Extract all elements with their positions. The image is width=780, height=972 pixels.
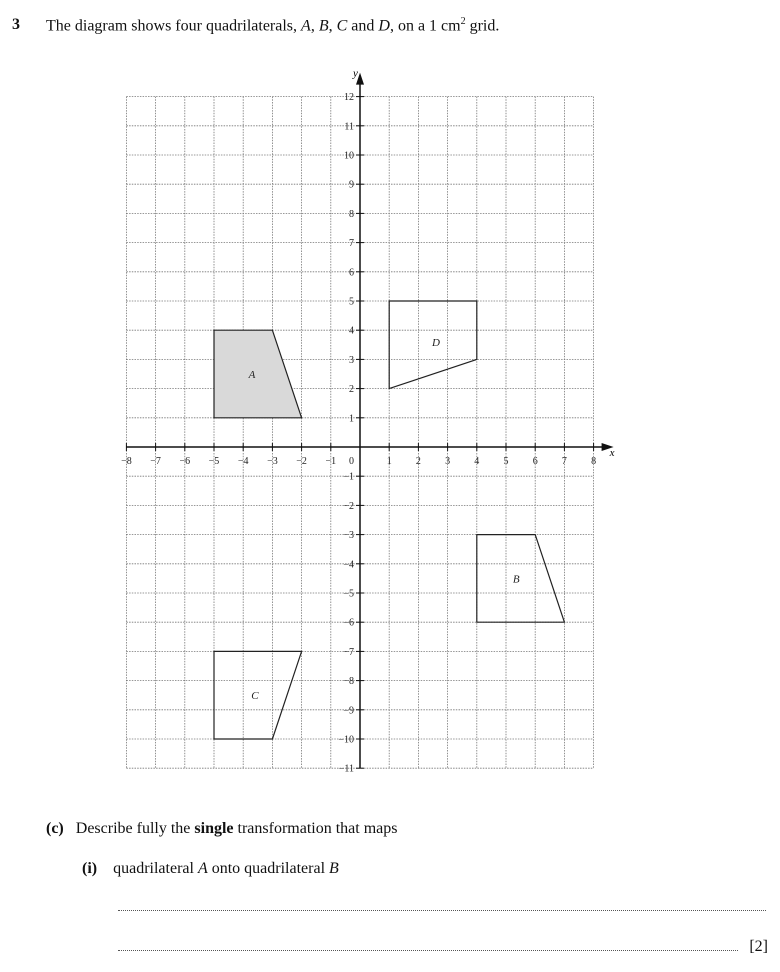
answer-line-2[interactable] <box>118 948 738 951</box>
y-tick-label: 8 <box>349 208 354 220</box>
y-tick-label: 2 <box>349 384 354 396</box>
x-tick-label: −8 <box>121 456 132 467</box>
x-tick-label: −1 <box>325 456 337 467</box>
part-i-prompt <box>82 860 339 878</box>
question-text: The diagram shows four quadrilaterals, A, B, C and D, on a 1 $cm^2$ grid. <box>46 16 500 35</box>
shape-a <box>214 330 302 418</box>
shape-name-b: B <box>318 17 329 35</box>
question-text-mid: on a 1 cm <box>393 17 461 35</box>
origin-label: 0 <box>349 456 354 467</box>
x-tick-label: 7 <box>561 456 567 467</box>
y-tick-label: 5 <box>349 296 354 308</box>
x-tick-label: −3 <box>267 456 278 467</box>
x-tick-label: −6 <box>179 456 191 467</box>
y-tick-label: 10 <box>344 150 354 162</box>
y-tick-label: −7 <box>343 646 354 658</box>
part-c-text-post: transformation that maps <box>233 820 398 837</box>
part-c-text-bold: single <box>194 820 234 837</box>
marks-label: [2] <box>749 938 768 955</box>
y-tick-label: 1 <box>349 413 354 425</box>
part-c-prompt <box>46 820 397 838</box>
question-text-pre: The diagram shows four quadrilaterals, <box>46 17 302 35</box>
y-tick-label: −3 <box>343 530 354 542</box>
x-tick-label: 6 <box>532 456 538 467</box>
y-tick-label: 11 <box>344 121 354 133</box>
x-tick-label: 2 <box>415 456 421 467</box>
y-tick-label: 7 <box>349 238 354 250</box>
y-tick-label: −2 <box>343 500 354 512</box>
x-tick-label: −7 <box>150 456 161 467</box>
shape-label-a: A <box>248 369 256 381</box>
x-tick-label: 4 <box>474 456 480 467</box>
y-tick-label: −9 <box>343 705 354 717</box>
x-axis-label: x <box>609 447 615 459</box>
shape-name-a: A <box>301 17 311 35</box>
y-tick-label: −1 <box>343 471 354 483</box>
y-tick-label: −4 <box>343 559 354 571</box>
part-i-text-pre: quadrilateral <box>113 860 198 877</box>
shape-label-b: B <box>512 573 520 586</box>
shape-b <box>477 535 565 623</box>
shape-label-c: C <box>251 690 259 703</box>
x-tick-label: 1 <box>386 456 392 467</box>
question-number: 3 <box>12 16 20 33</box>
y-tick-label: −10 <box>338 734 354 746</box>
x-tick-label: −5 <box>208 456 220 467</box>
y-tick-label: −11 <box>338 763 354 775</box>
y-tick-label: 12 <box>344 92 354 104</box>
x-tick-label: 8 <box>591 456 597 467</box>
x-tick-label: 3 <box>445 456 451 467</box>
answer-line-1[interactable] <box>118 908 766 911</box>
y-tick-label: −8 <box>343 676 354 688</box>
y-tick-label: 3 <box>349 354 354 366</box>
part-c-text-pre: Describe fully the <box>75 820 195 837</box>
superscript-two: 2 <box>460 16 466 27</box>
x-tick-label: −4 <box>237 456 249 467</box>
shape-name-c: C <box>336 17 348 35</box>
y-tick-label: 4 <box>349 325 354 337</box>
part-i-shape-from: A <box>197 860 208 877</box>
part-i-text-mid: onto quadrilateral <box>207 860 330 877</box>
part-i-label: (i) <box>82 860 98 877</box>
y-tick-label: −5 <box>343 588 354 600</box>
x-tick-label: 5 <box>503 456 509 467</box>
part-i-shape-to: B <box>329 860 339 877</box>
part-c-label: (c) <box>46 820 64 837</box>
shape-name-d: D <box>378 17 390 35</box>
x-tick-label: −2 <box>296 456 307 467</box>
y-tick-label: −6 <box>343 617 354 629</box>
y-tick-label: 6 <box>349 267 354 279</box>
y-axis-label: y <box>353 67 358 80</box>
y-tick-label: 9 <box>349 179 354 191</box>
question-text-post: grid. <box>465 17 500 35</box>
shape-label-d: D <box>431 336 440 349</box>
